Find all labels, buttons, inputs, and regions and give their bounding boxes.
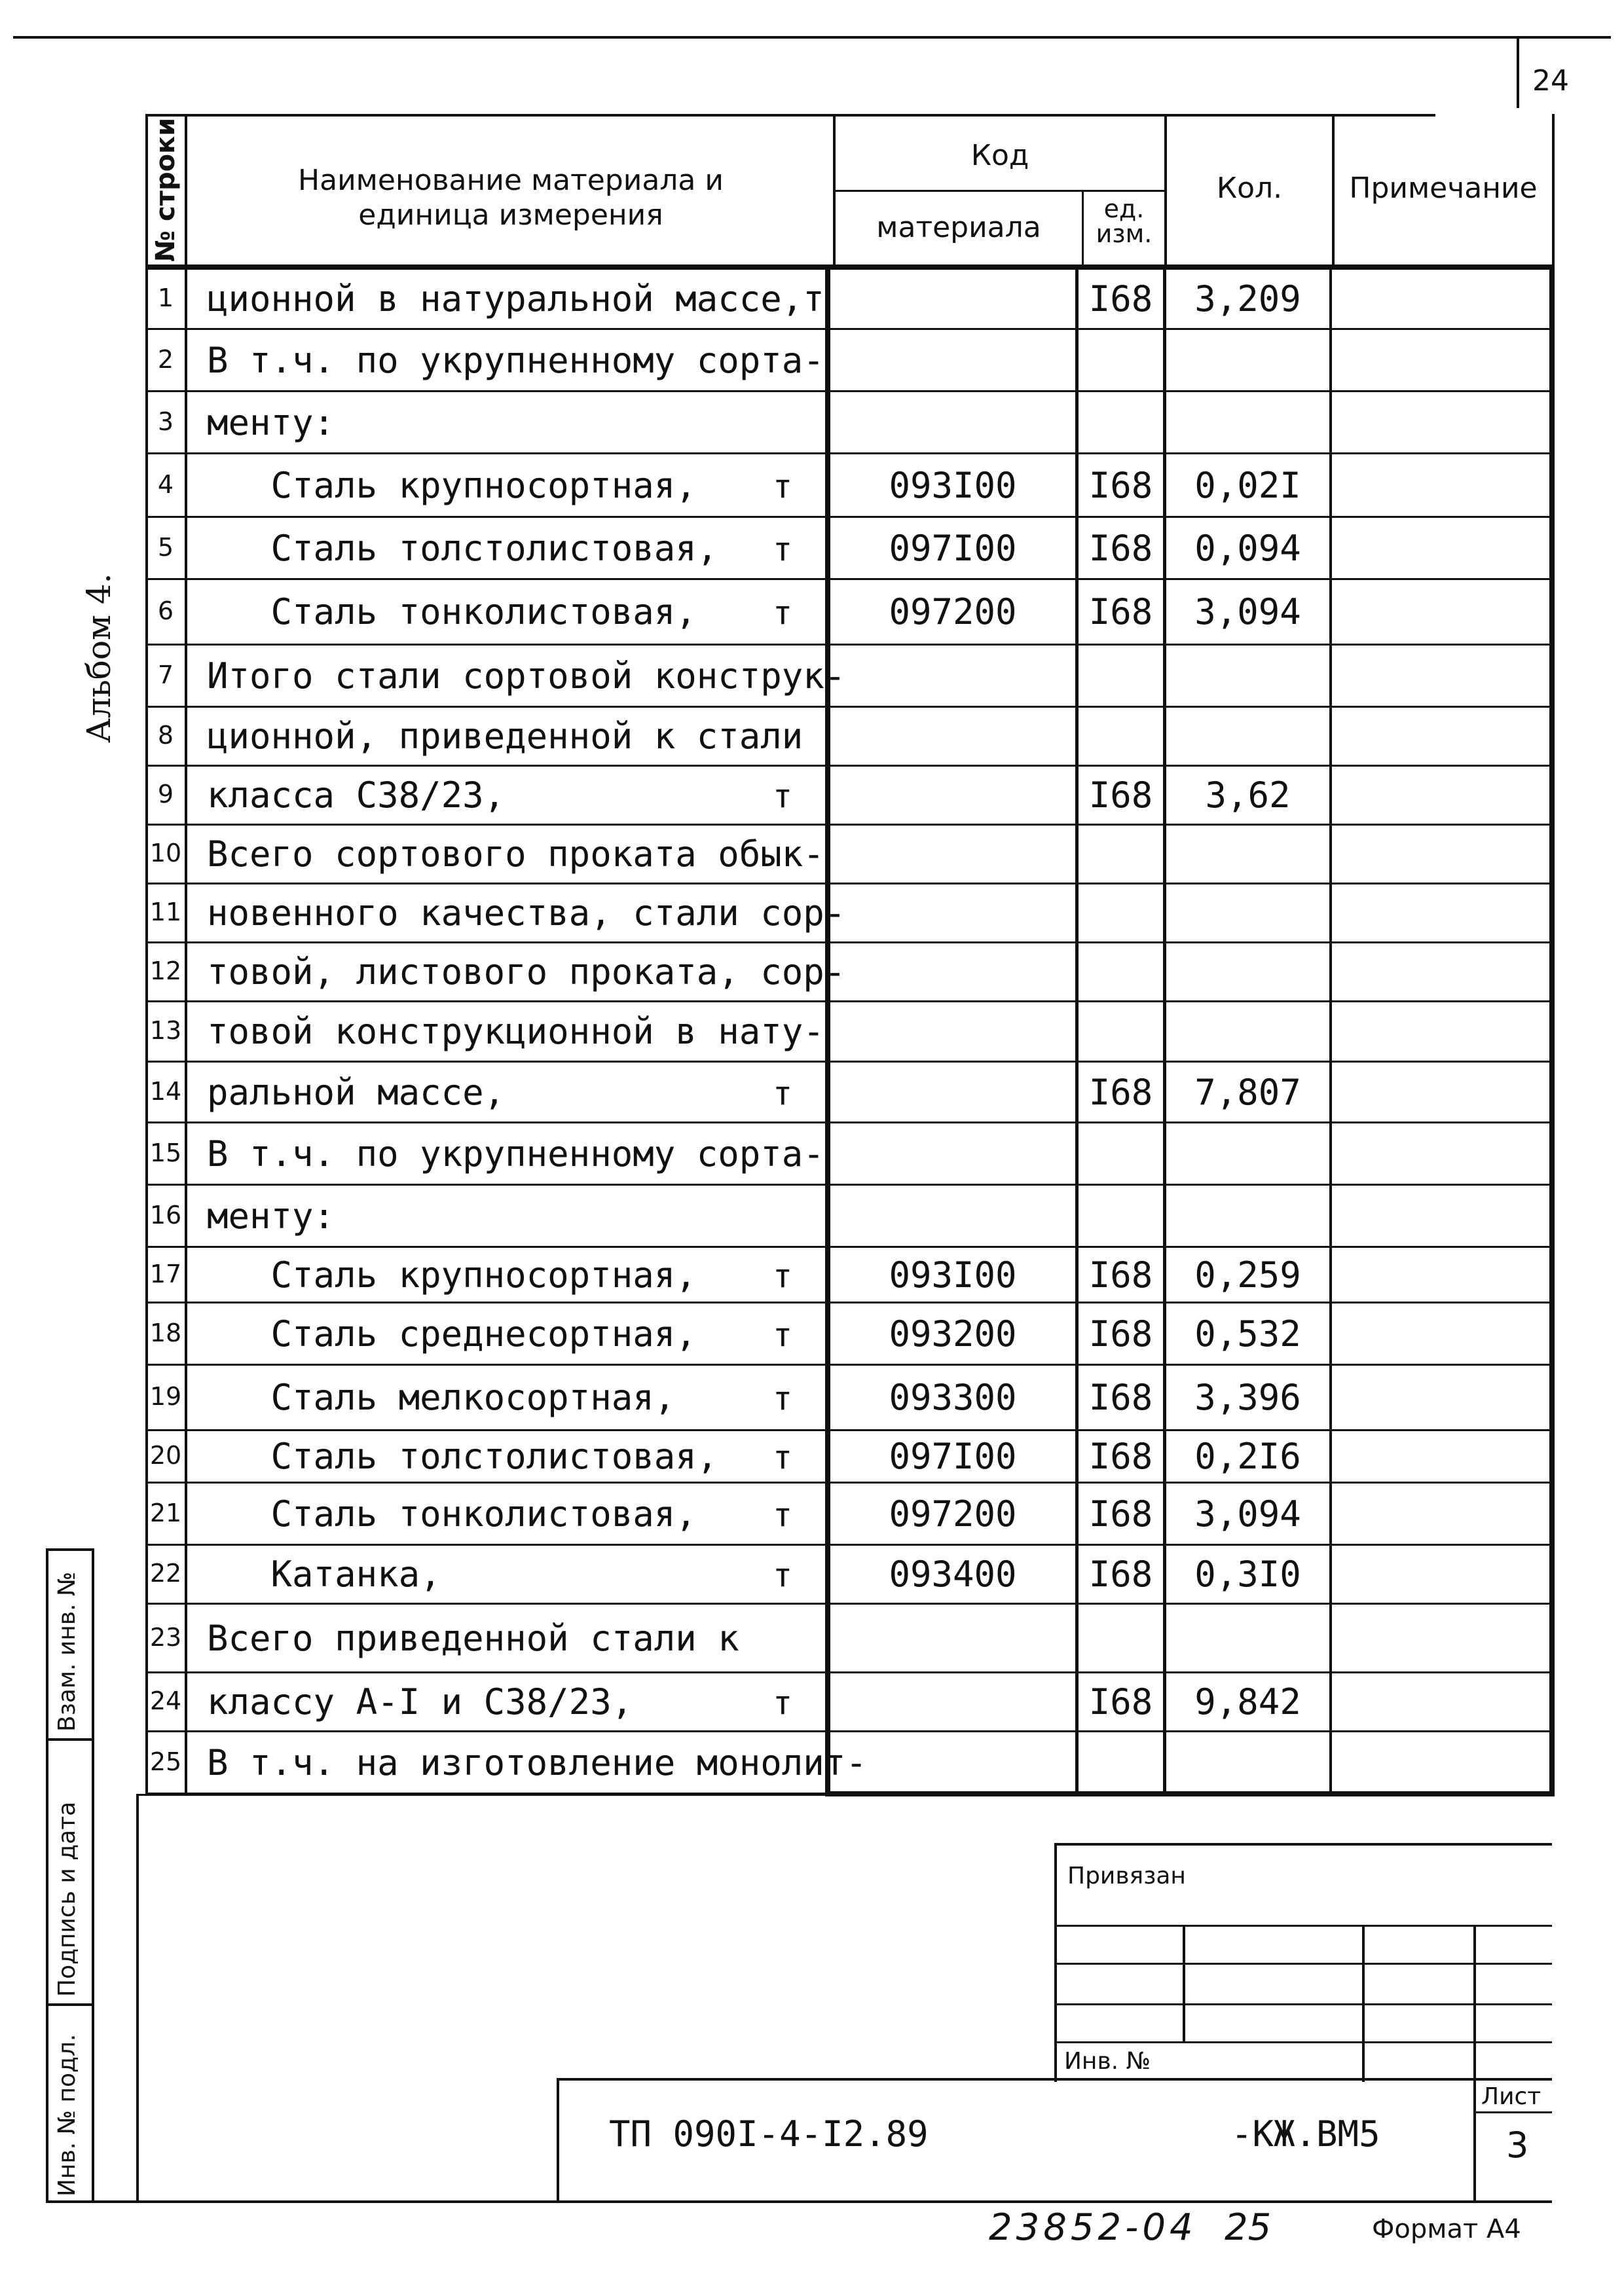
handwritten-number: 23852-04 [989,2206,1197,2249]
row-unit-code: I68 [1088,591,1153,632]
list-number: 3 [1506,2124,1529,2166]
row-name: Сталь крупносортная, [207,464,697,506]
row-name: ральной массе, [207,1071,506,1113]
row-unit-code: I68 [1088,1493,1153,1535]
row-material-code: 097I00 [889,527,1017,569]
row-quantity: 0,532 [1194,1313,1301,1355]
row-name: новенного качества, стали сор- [207,892,846,934]
row-number: 10 [149,839,182,867]
row-quantity: 0,259 [1194,1254,1301,1296]
doc-code: ТП 090I-4-I2.89 [609,2113,929,2155]
format-label: Формат А4 [1372,2214,1521,2244]
row-number: 23 [149,1622,182,1652]
row-material-code: 097200 [889,591,1017,632]
row-material-code: 093300 [889,1377,1017,1418]
row-unit-code: I68 [1088,774,1153,816]
row-name: Сталь толстолистовая, [207,1436,718,1477]
inv-no-label: Инв. № [1064,2048,1151,2075]
header-name: Наименование материала и единица измерения [298,164,724,232]
row-number: 18 [149,1318,182,1347]
row-number: 25 [149,1747,182,1776]
row-name: классу А-I и С38/23, [207,1681,633,1722]
header-code-material: материала [876,211,1041,244]
row-quantity: 0,094 [1194,527,1301,569]
row-quantity: 0,02I [1194,464,1301,506]
row-number: 21 [149,1498,182,1527]
row-unit: т [773,1438,793,1476]
row-unit-code: I68 [1088,1377,1153,1418]
row-number: 22 [149,1559,182,1588]
row-number: 7 [157,660,174,689]
row-name: Всего сортового проката обык- [207,833,824,875]
row-unit: т [773,1556,793,1594]
vzam-label: Взам. инв. № [54,1571,81,1732]
row-quantity: 3,209 [1194,278,1301,319]
row-number: 2 [157,344,174,374]
row-number: 5 [157,532,174,562]
row-unit: т [773,594,793,632]
footer-page: 25 [1225,2206,1272,2249]
row-unit: т [773,467,793,505]
row-number: 17 [149,1259,182,1288]
row-name: Катанка, [207,1554,441,1595]
row-unit: т [773,1684,793,1722]
row-name: Сталь крупносортная, [207,1254,697,1296]
row-number: 13 [149,1016,182,1045]
row-number: 11 [149,898,182,926]
header-note: Примечание [1349,172,1538,205]
row-unit-code: I68 [1088,1254,1153,1296]
row-name: товой конструкционной в нату- [207,1011,824,1052]
row-quantity: 7,807 [1194,1071,1301,1113]
row-quantity: 3,62 [1205,774,1291,816]
row-number: 1 [157,283,174,312]
row-unit: т [773,1074,793,1112]
row-number: 6 [157,596,174,625]
row-unit: т [773,1495,793,1534]
row-quantity: 0,2I6 [1194,1436,1301,1477]
privyazan-label: Привязан [1067,1863,1186,1889]
row-number: 3 [157,407,174,436]
row-quantity: 3,094 [1194,1493,1301,1535]
row-quantity: 9,842 [1194,1681,1301,1722]
row-number: 12 [149,957,182,985]
row-unit-code: I68 [1088,1071,1153,1113]
row-name: Сталь толстолистовая, [207,527,718,569]
row-number: 16 [149,1200,182,1230]
top-border [13,36,1611,39]
album-label: Альбом 4. [80,573,118,743]
row-unit-code: I68 [1088,1313,1153,1355]
row-name: Итого стали сортовой конструк- [207,655,846,697]
header-qty: Кол. [1216,172,1283,205]
header-code-unit: ед. изм. [1096,194,1153,248]
row-unit: т [773,1379,793,1417]
row-quantity: 3,094 [1194,591,1301,632]
row-name: товой, листового проката, сор- [207,951,846,993]
doc-mark: -КЖ.ВМ5 [1231,2113,1380,2155]
row-name: В т.ч. на изготовление монолит- [207,1741,867,1783]
row-quantity: 3,396 [1194,1377,1301,1418]
row-name: менту: [207,401,335,443]
row-material-code: 097200 [889,1493,1017,1535]
row-number: 14 [149,1076,182,1106]
row-unit-code: I68 [1088,1554,1153,1595]
row-unit-code: I68 [1088,1681,1153,1722]
row-number: 8 [157,721,174,750]
row-quantity: 0,3I0 [1194,1554,1301,1595]
row-name: ционной в натуральной массе,т [207,278,824,319]
row-name: менту: [207,1195,335,1237]
row-material-code: 097I00 [889,1436,1017,1477]
row-unit-code: I68 [1088,1436,1153,1477]
row-number: 9 [157,780,174,809]
row-name: класса С38/23, [207,774,506,816]
row-name: ционной, приведенной к стали [207,716,803,757]
row-unit-code: I68 [1088,464,1153,506]
row-number: 15 [149,1138,182,1167]
row-name: Сталь мелкосортная, [207,1377,676,1418]
row-unit: т [773,1315,793,1354]
row-number: 24 [149,1686,182,1715]
podpis-label: Подпись и дата [54,1801,81,1997]
row-name: В т.ч. по укрупненному сорта- [207,1133,824,1175]
row-number: 20 [149,1441,182,1470]
inv-podl-label: Инв. № подл. [54,2033,81,2196]
row-material-code: 093400 [889,1554,1017,1595]
row-name: В т.ч. по укрупненному сорта- [207,339,824,381]
header-row-no: № строки [151,117,181,262]
row-unit: т [773,530,793,568]
row-name: Сталь среднесортная, [207,1313,697,1355]
row-name: Всего приведенной стали к [207,1617,739,1659]
row-number: 4 [157,469,174,499]
row-name: Сталь тонколистовая, [207,591,697,632]
row-unit-code: I68 [1088,278,1153,319]
header-code: Код [970,139,1029,172]
row-material-code: 093I00 [889,464,1017,506]
list-label: Лист [1481,2083,1541,2110]
sheet-number-top: 24 [1532,64,1569,98]
row-material-code: 093200 [889,1313,1017,1355]
top-right-tick [1517,36,1519,108]
row-number: 19 [149,1382,182,1411]
row-unit: т [773,1256,793,1295]
row-material-code: 093I00 [889,1254,1017,1296]
row-unit: т [773,777,793,815]
row-name: Сталь тонколистовая, [207,1493,697,1535]
row-unit-code: I68 [1088,527,1153,569]
